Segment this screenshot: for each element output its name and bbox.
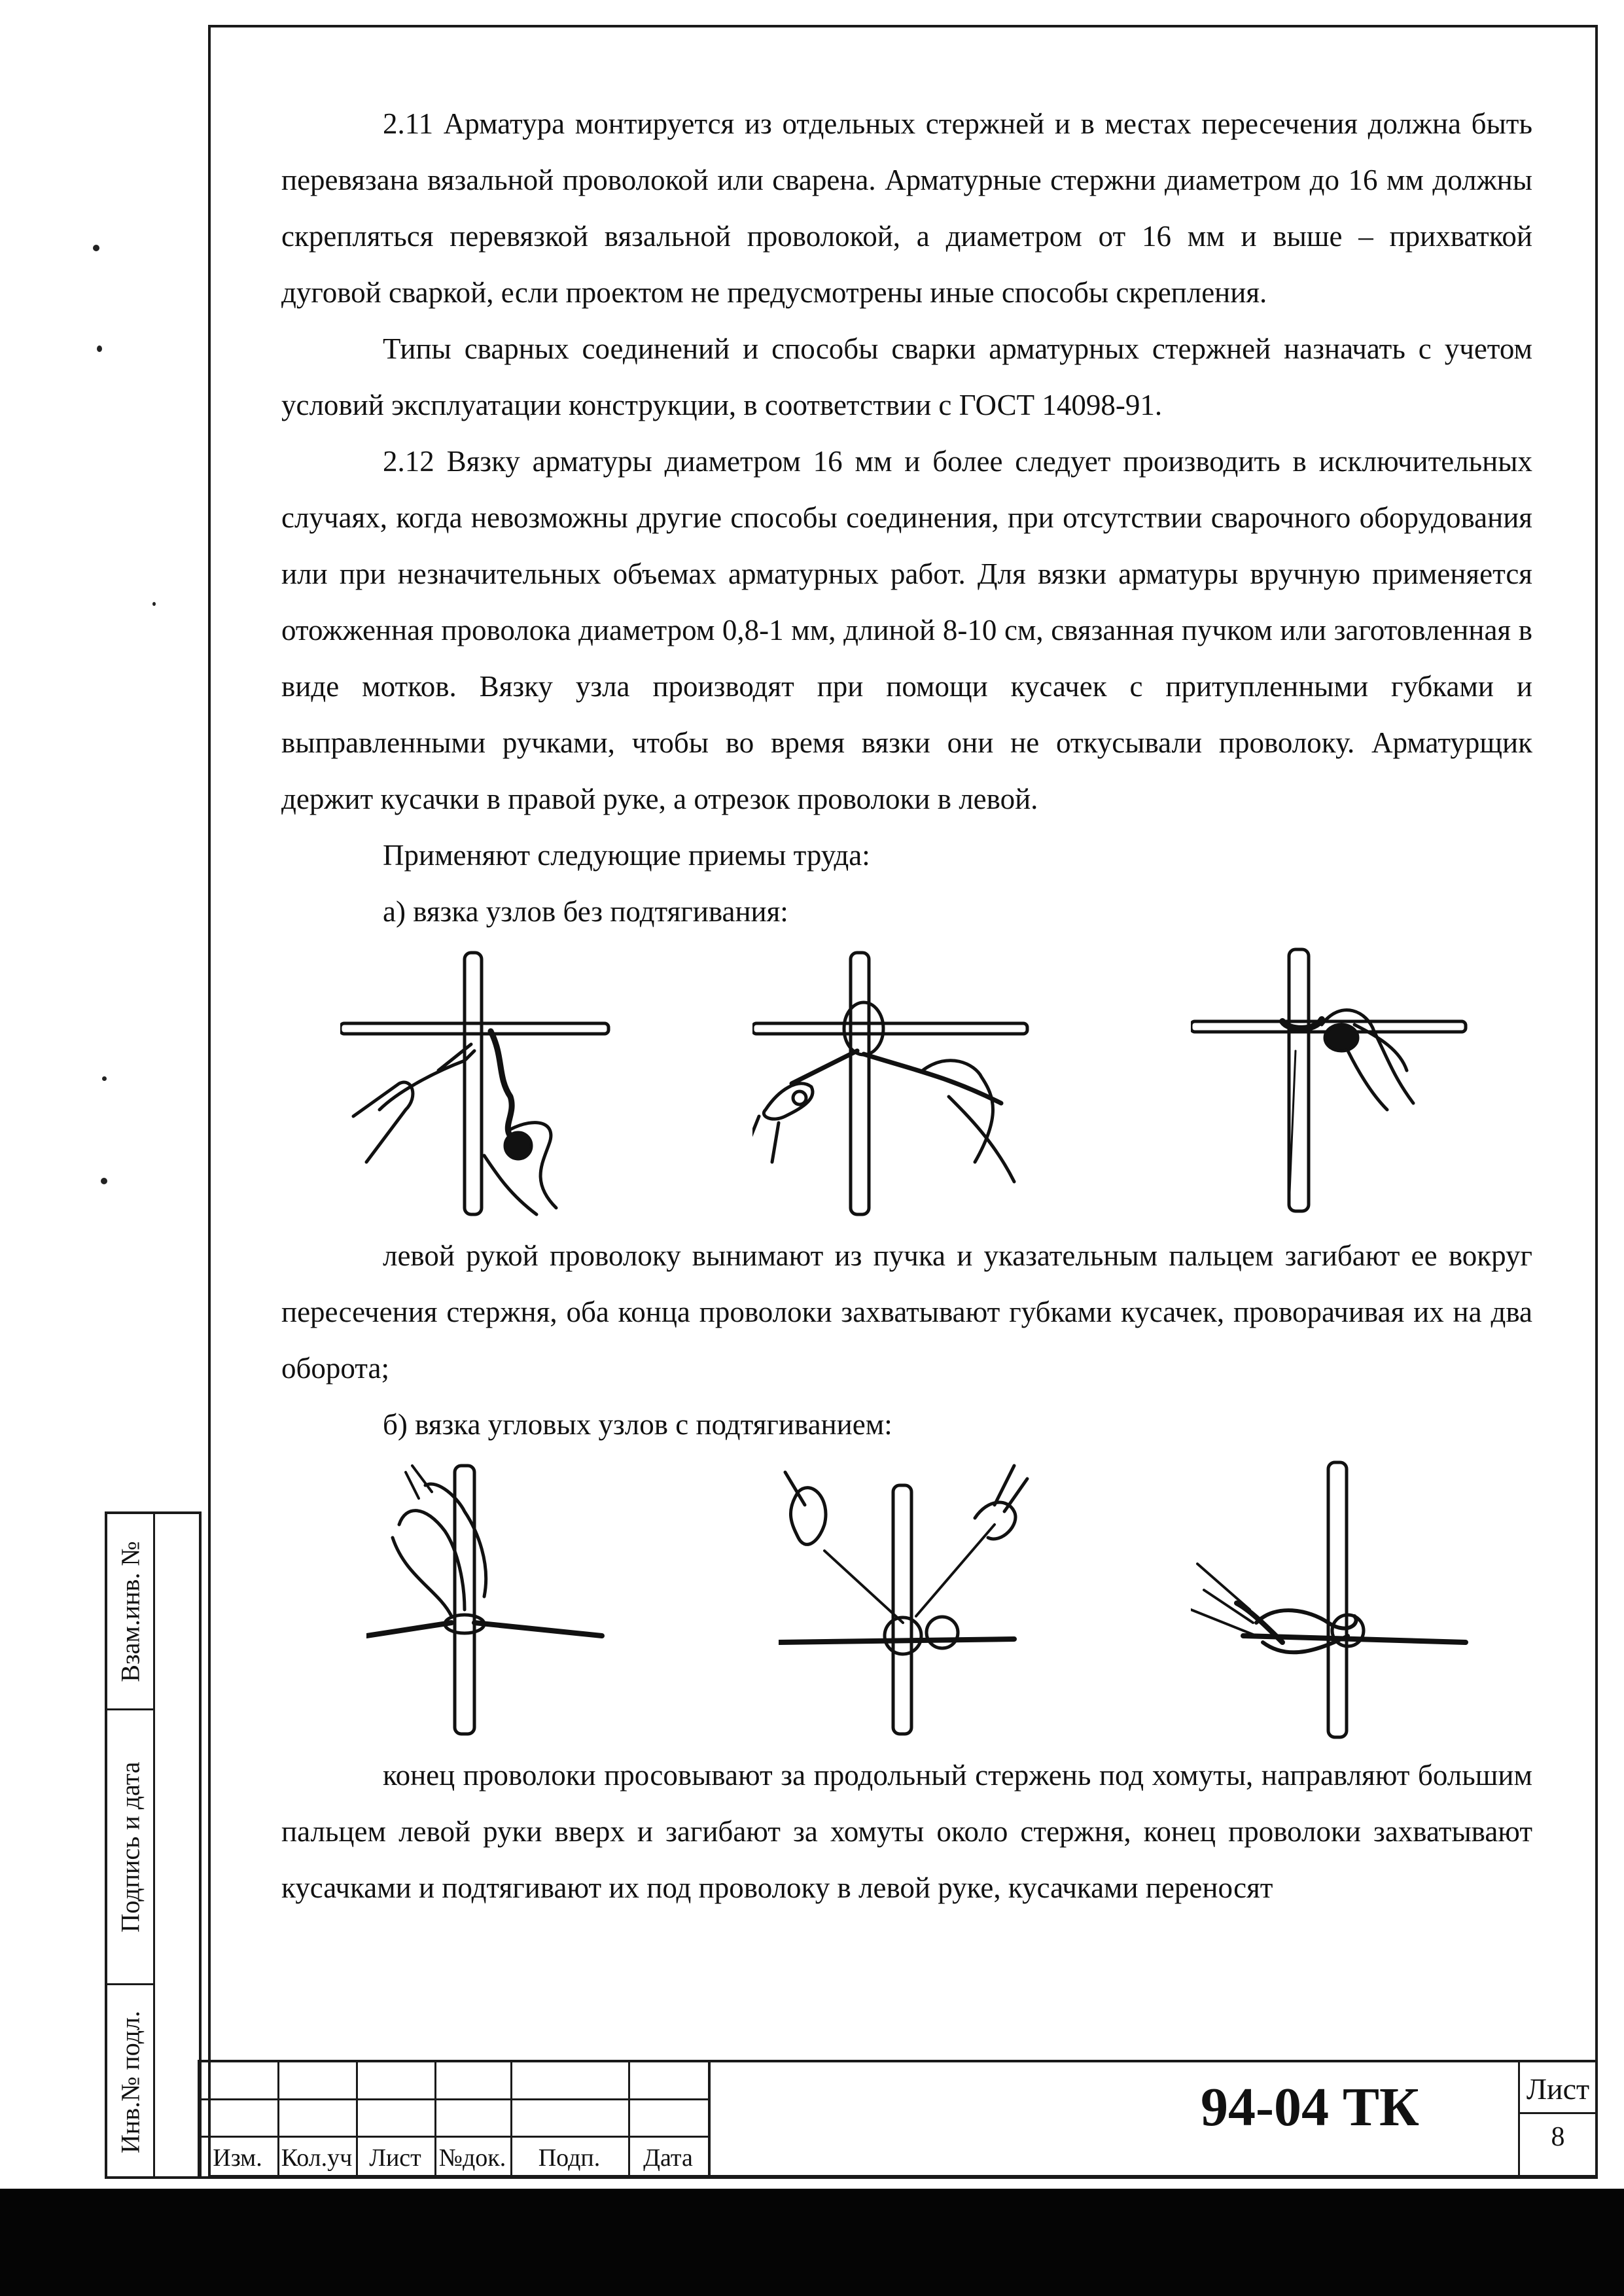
column-data: Дата [643, 2144, 693, 2172]
item-b-heading: б) вязка угловых узлов с подтягиванием: [383, 1408, 892, 1441]
side-stamp [105, 1511, 202, 2179]
side-stamp-signature-label: Подпись и дата [115, 1761, 145, 1933]
paragraph-2-12: 2.12 Вязку арматуры диаметром 16 мм и более следует производить в исключительных случаях, когда невозможны другие способы соединения, при отсутствии сварочного оборудования или при незначительных объемах арматурных работ. Для вязки арматуры вручную применяется отожженная проволока диаметром 0,8-1 мм, длиной 8-10 см, связанная пучком или заготовленная в виде мотков. Вязку узла производят при помощи кусачек с притупленными губками и выправленными ручками, чтобы во время вязки они не откусывали проволоку. Арматурщик держит кусачки в правой руке, а отрезок проволоки в левой. [281, 445, 1532, 815]
text-body [281, 96, 1532, 1916]
column-list: Лист [369, 2144, 421, 2172]
paragraph-weld-types: Типы сварных соединений и способы сварки арматурных стержней назначать с учетом условий эксплуатации конструкции, в соответствии с ГОСТ 14098-91. [281, 332, 1532, 421]
column-ndok: №док. [438, 2144, 506, 2172]
title-block-rule [198, 2136, 708, 2138]
figure-row-a [281, 946, 1532, 1227]
paragraph-2-11: 2.11 Арматура монтируется из отдельных стержней и в местах пересечения должна быть перевязана вязальной проволокой или сварена. Арматурные стержни диаметром до 16 мм должны скрепляться перевязкой вязальной проволокой, а диаметром от 16 мм и выше – прихваткой дуговой сваркой, если проектом не предусмотрены иные способы скрепления. [281, 107, 1532, 309]
paragraph-techniques-intro: Применяют следующие приемы труда: [383, 839, 870, 872]
tying-illustration-a1 [340, 946, 615, 1221]
side-stamp-inv [107, 1985, 153, 2179]
scan-speck [152, 602, 156, 606]
title-block [198, 2060, 1598, 2179]
document-code: 94-04 ТК [1201, 2077, 1419, 2138]
scan-speck [93, 245, 99, 251]
side-stamp-signature [107, 1710, 153, 1985]
column-kol-uch: Кол.уч [281, 2144, 353, 2172]
side-stamp-divider [153, 1514, 155, 2176]
item-a-heading: а) вязка узлов без подтягивания: [383, 895, 788, 928]
tying-illustration-a2 [752, 946, 1040, 1221]
side-stamp-vzam [107, 1514, 153, 1710]
scan-speck [101, 1178, 107, 1184]
scan-border-bottom [0, 2189, 1624, 2296]
tying-illustration-b1 [366, 1459, 641, 1740]
title-block-rule [198, 2098, 708, 2100]
sheet-number: 8 [1551, 2122, 1565, 2152]
sheet-label: Лист [1526, 2072, 1590, 2106]
tying-illustration-b3 [1191, 1459, 1479, 1740]
title-block-rule [708, 2062, 711, 2179]
column-podp: Подп. [538, 2144, 601, 2172]
side-stamp-vzam-label: Взам.инв. № [115, 1540, 145, 1682]
paragraph-b-description: конец проволоки просовывают за продольный стержень под хомуты, направляют большим пальцем левой руки вверх и загибают за хомуты около стержня, конец проволоки захватывают кусачками и подтягивают их под проволоку в левой руке, кусачками переносят [281, 1759, 1532, 1904]
tying-illustration-a3 [1191, 946, 1479, 1221]
scan-speck [102, 1076, 107, 1081]
figure-row-b [281, 1459, 1532, 1747]
paragraph-a-description: левой рукой проволоку вынимают из пучка и указательным пальцем загибают ее вокруг пересечения стержня, оба конца проволоки захватывают губками кусачек, проворачивая их на два оборота; [281, 1239, 1532, 1385]
side-stamp-inv-label: Инв.№ подл. [115, 2011, 145, 2153]
tying-illustration-b2 [779, 1459, 1053, 1740]
scan-speck [97, 345, 102, 352]
column-izm: Изм. [213, 2144, 262, 2172]
